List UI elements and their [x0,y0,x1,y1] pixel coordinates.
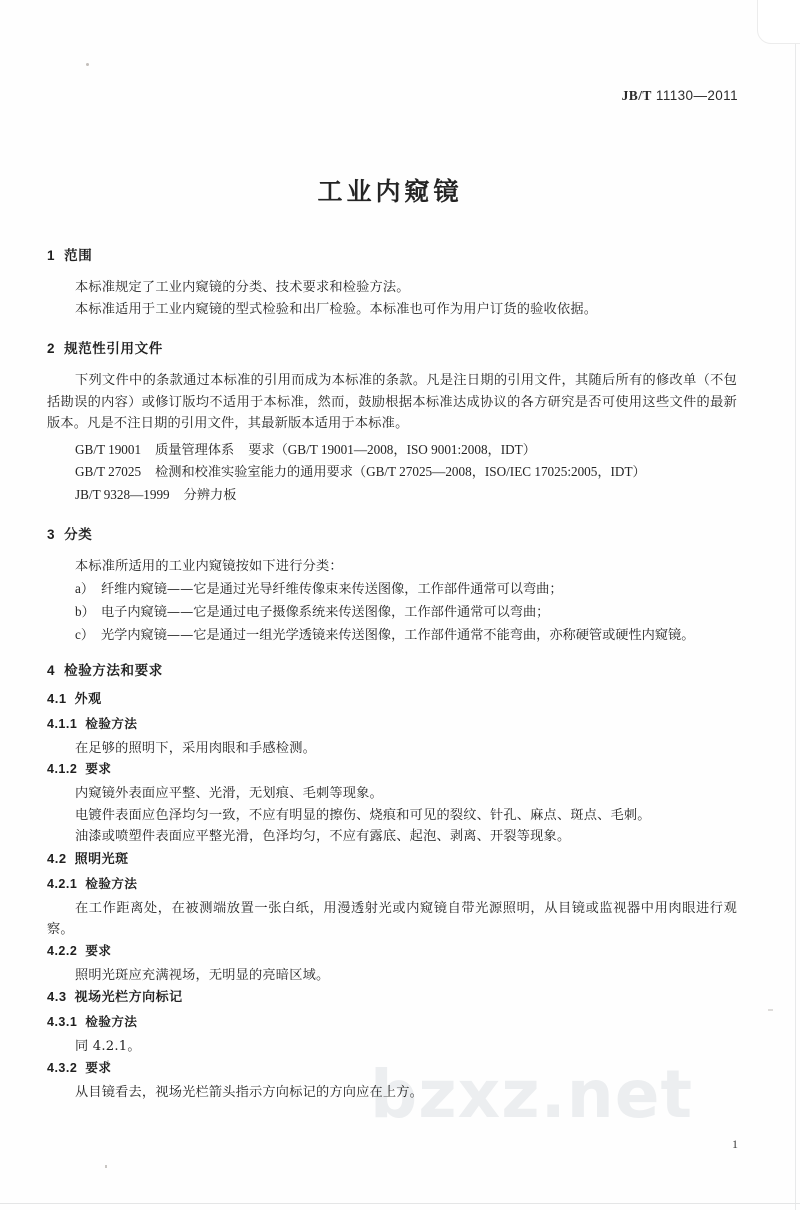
reference-detail: 要求（GB/T 19001—2008，ISO 9001:2008，IDT） [248,441,536,457]
section-title: 照明光斑 [74,851,129,867]
heading-section-4-3-2 [47,1058,737,1076]
section-title: 要求 [85,1059,112,1075]
paragraph-4-1-2-c: 油漆或喷塑件表面应平整光滑，色泽均匀，不应有露底、起泡、剥离、开裂等现象。 [75,829,571,844]
heading-section-4-1-2 [47,759,737,777]
section-title: 检验方法和要求 [64,662,163,679]
heading-section-4-1 [47,688,737,707]
section-number: 3 [47,527,56,542]
paragraph-4-1-2-b: 电镀件表面应色泽均匀一致，不应有明显的擦伤、烧痕和可见的裂纹、针孔、麻点、斑点、毛刺。 [75,807,651,823]
paragraph-4-3-1: 同 4.2.1。 [75,1039,141,1054]
section-title: 要求 [85,761,112,776]
site-watermark: bzxz.net [370,1056,694,1133]
section-number: 4 [47,662,56,678]
reference-name: 检测和校准实验室能力的通用要求（GB/T 27025—2008，ISO/IEC 17025:2005，IDT） [155,464,646,479]
standard-number: 11130—2011 [655,88,738,103]
section-title: 范围 [64,248,93,264]
reference-entry [75,484,737,507]
reference-code: GB/T 19001 [75,441,142,457]
section-number: 4.2 [47,850,67,866]
reference-name: 质量管理体系 [155,441,235,457]
section-number: 4.2.1 [47,876,78,891]
paragraph-4-3-2: 从目镜看去，视场光栏箭头指示方向标记的方向应在上方。 [75,1084,424,1100]
heading-section-4-3-1 [47,1012,737,1030]
section-title: 规范性引用文件 [64,341,163,357]
heading-section-4-2-1 [47,874,737,892]
list-item [75,601,737,624]
heading-section-4-3 [47,986,737,1005]
heading-section-4-2 [47,848,737,867]
section-title: 要求 [85,942,112,958]
reference-entry [75,461,737,484]
list-item [75,578,737,601]
section-number: 2 [47,341,56,356]
list-item-text: 光学内窥镜——它是通过一组光学透镜来传送图像，工作部件通常不能弯曲，亦称硬管或硬性内窥镜。 [101,627,695,643]
heading-section-4-1-1 [47,714,737,732]
list-item [75,624,737,647]
list-marker: b） [75,603,95,619]
section-title: 视场光栏方向标记 [74,990,183,1005]
paragraph-4-1-2-a: 内窥镜外表面应平整、光滑，无划痕、毛刺等现象。 [75,786,383,801]
list-item-text: 电子内窥镜——它是通过电子摄像系统来传送图像，工作部件通常可以弯曲； [101,604,550,620]
page-number: 1 [732,1137,738,1151]
reference-name: 分辨力板 [183,486,237,502]
section-number: 4.2.2 [47,943,78,958]
page-title: 工业内窥镜 [317,177,463,206]
section-number: 4.1.1 [47,716,78,731]
section-number: 1 [47,248,56,263]
heading-section-1 [47,244,737,264]
section-title: 检验方法 [85,875,138,891]
section-number: 4.1 [47,690,67,706]
heading-section-4 [47,659,737,679]
document-body [47,244,737,1103]
paragraph-2-1: 下列文件中的条款通过本标准的引用而成为本标准的条款。凡是注日期的引用文件，其随后所有的修改单（不包括勘误的内容）或修订版均不适用于本标准，然而，鼓励根据本标准达成协议的各方研究是否可使用这些文件的最新版本。凡是不注日期的引用文件，其最新版本适用于本标准。 [47,373,737,431]
heading-section-3 [47,523,737,543]
section-title: 外观 [74,691,102,707]
paragraph-3-1: 本标准所适用的工业内窥镜按如下进行分类： [75,559,343,574]
heading-section-2 [47,337,737,357]
standard-prefix: JB/T [621,88,652,103]
reference-code: JB/T 9328—1999 [75,486,170,502]
list-marker: c） [75,626,95,642]
section-title: 检验方法 [85,1014,138,1029]
scan-speck [768,1009,773,1011]
paragraph-4-2-2: 照明光斑应充满视场，无明显的亮暗区域。 [75,967,330,983]
section-title: 检验方法 [85,715,138,731]
page-edge-right [795,0,796,1210]
paragraph-4-1-1: 在足够的照明下，采用肉眼和手感检测。 [75,740,316,756]
scan-speck [105,1165,107,1168]
paragraph-1-2: 本标准适用于工业内窥镜的型式检验和出厂检验。本标准也可作为用户订货的验收依据。 [75,301,598,317]
paragraph-1-1: 本标准规定了工业内窥镜的分类、技术要求和检验方法。 [75,280,410,295]
page-edge-bottom [0,1203,800,1204]
scan-speck [86,63,89,66]
paragraph-4-2-1: 在工作距离处，在被测端放置一张白纸，用漫透射光或内窥镜自带光源照明，从目镜或监视器中用肉眼进行观察。 [47,900,737,937]
reference-entry [75,439,737,462]
running-header [622,88,738,104]
reference-code: GB/T 27025 [75,464,142,479]
list-marker: a） [75,580,95,596]
section-title: 分类 [64,527,93,543]
section-number: 4.3.1 [47,1015,78,1029]
heading-section-4-2-2 [47,941,737,959]
section-number: 4.3 [47,989,67,1004]
section-number: 4.1.2 [47,762,78,776]
list-item-text: 纤维内窥镜——它是通过光导纤维传像束来传送图像，工作部件通常可以弯曲； [101,581,563,597]
scan-corner-artifact [757,0,800,44]
section-number: 4.3.2 [47,1060,78,1075]
